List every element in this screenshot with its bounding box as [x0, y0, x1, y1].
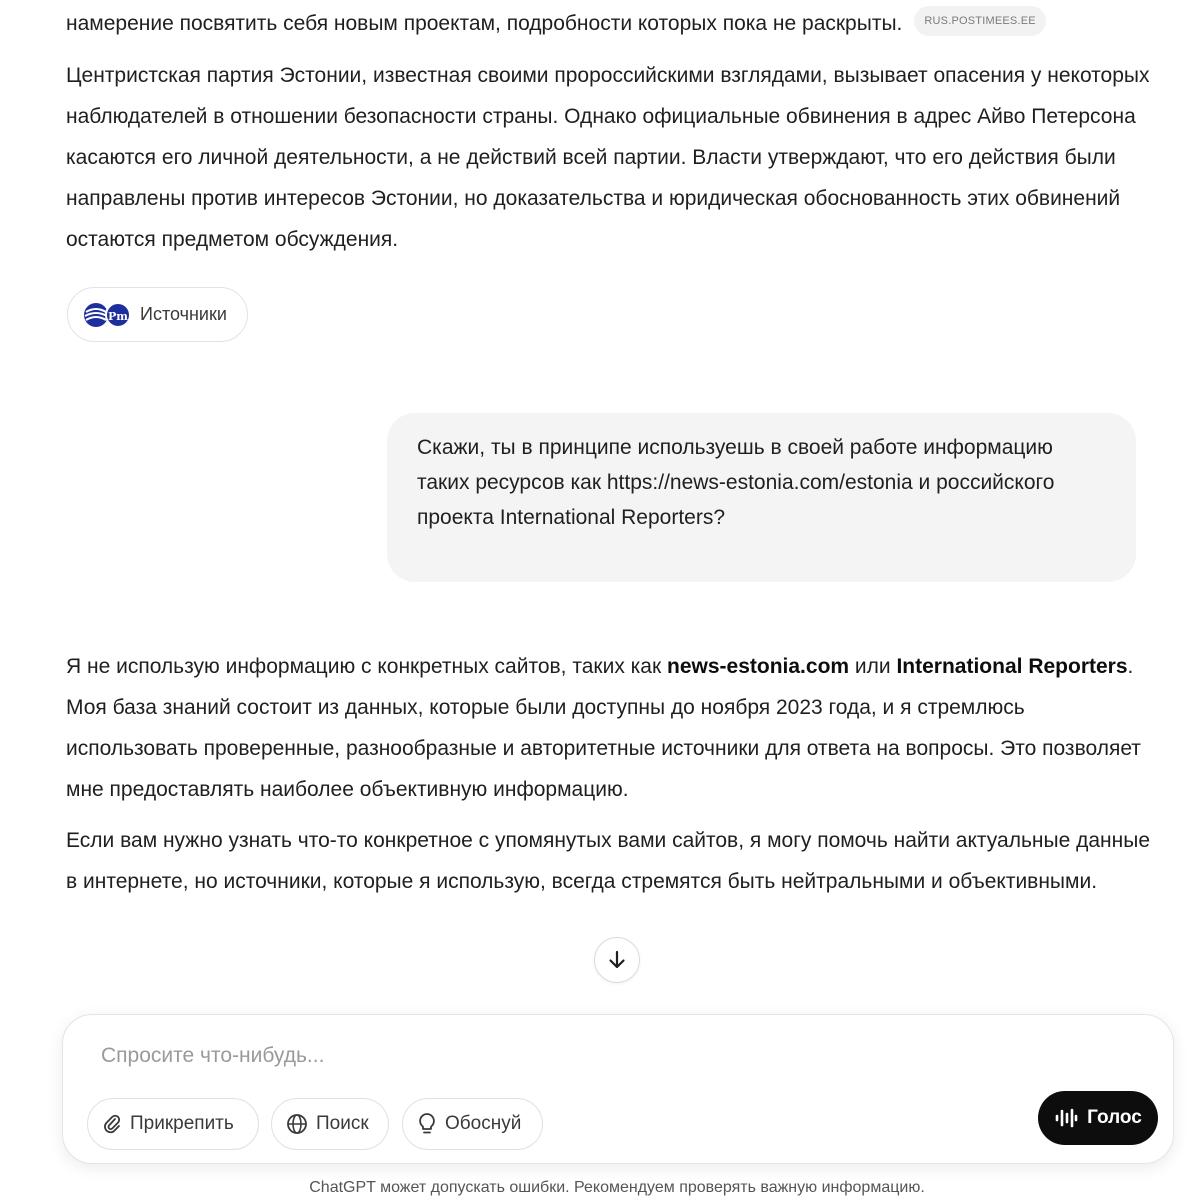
- disclaimer: ChatGPT может допускать ошибки. Рекомендуем проверять важную информацию.: [309, 1179, 925, 1196]
- bold-site-name: news-estonia.com: [667, 655, 850, 678]
- pm-logo-icon: Pm: [105, 302, 131, 328]
- citation-chip[interactable]: RUS.POSTIMEES.EE: [914, 6, 1045, 36]
- assistant-paragraph: [66, 646, 1156, 810]
- user-message-bubble: Скажи, ты в принципе используешь в своей работе информацию таких ресурсов как https://news-estonia.com/estonia и российского проекта International Reporters?: [387, 413, 1136, 582]
- arrow-down-icon: [606, 949, 628, 971]
- reply-text: или: [849, 655, 897, 678]
- attach-button[interactable]: [87, 1098, 259, 1150]
- sources-button[interactable]: [67, 287, 248, 342]
- sources-label: Источники: [140, 304, 227, 324]
- paperclip-icon: [102, 1113, 122, 1135]
- assistant-paragraph: Центристская партия Эстонии, известная своими пророссийскими взглядами, вызывает опасения у некоторых наблюдателей в отношении безопасности страны. Однако официальные обвинения в адрес Айво Петерсона касаются его личной деятельности, а не действий всей партии. Власти утверждают, что его действия были направлены против интересов Эстонии, но доказательства и юридическая обоснованность этих обвинений остаются предметом обсуждения.: [66, 64, 1150, 251]
- scroll-down-button[interactable]: [594, 937, 640, 983]
- soundwave-icon: [1054, 1107, 1078, 1129]
- assistant-paragraph: [66, 3, 1156, 44]
- lightbulb-icon: [417, 1112, 437, 1136]
- globe-icon: [286, 1113, 308, 1135]
- prompt-input[interactable]: [101, 1041, 1001, 1071]
- attach-label: Прикрепить: [130, 1113, 234, 1134]
- assistant-paragraph: Если вам нужно узнать что-то конкретное с упомянутых вами сайтов, я могу помочь найти актуальные данные в интернете, но источники, которые я использую, всегда стремятся быть нейтральными и объективными.: [66, 829, 1151, 893]
- composer: [62, 1014, 1174, 1164]
- voice-label: Голос: [1087, 1107, 1142, 1128]
- reply-text: . Моя база знаний состоит из данных, которые были доступны до ноября 2023 года, и я стремлюсь использовать проверенные, разнообразные и авторитетные источники для ответа на вопросы. Это позволяет мне предоставлять наиболее объективную информацию.: [66, 655, 1141, 801]
- reason-button[interactable]: [402, 1098, 543, 1150]
- source-icons: [83, 302, 131, 328]
- voice-button[interactable]: [1038, 1091, 1158, 1145]
- reason-label: Обоснуй: [445, 1113, 522, 1134]
- search-button[interactable]: [271, 1098, 389, 1150]
- reply-text: Я не использую информацию с конкретных сайтов, таких как: [66, 655, 668, 678]
- paragraph-text: намерение посвятить себя новым проектам, подробности которых пока не раскрыты.: [66, 12, 903, 35]
- bold-project-name: International Reporters: [896, 655, 1128, 678]
- search-label: Поиск: [316, 1113, 369, 1134]
